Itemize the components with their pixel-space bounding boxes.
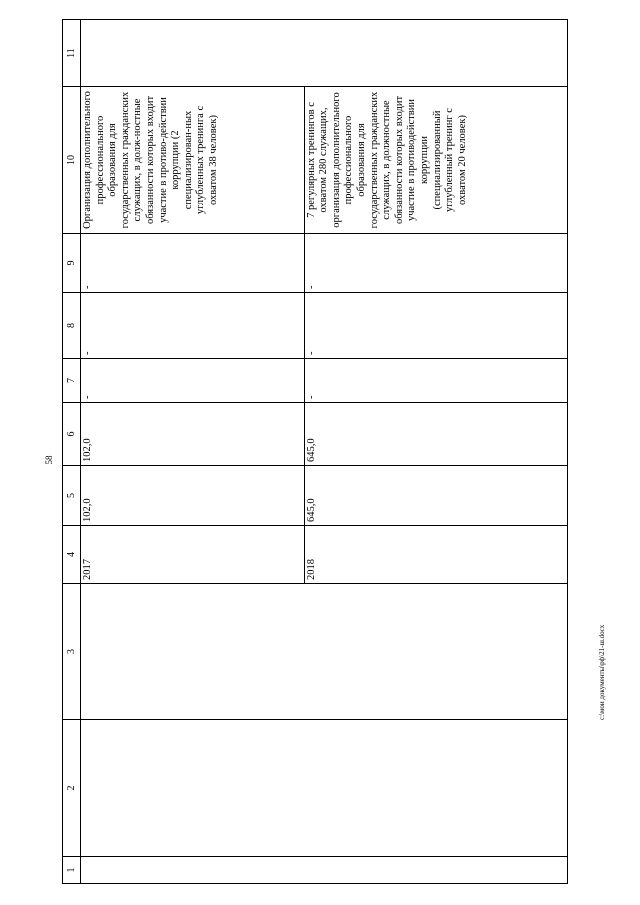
header-col-10: 10 [63, 87, 81, 234]
amount-cell-col-5: 645,0 [304, 466, 567, 526]
dash-cell-col-7: - [81, 359, 305, 403]
dash-cell-col-9: - [81, 234, 305, 293]
page-number: 58 [44, 455, 54, 465]
cell-col-2 [81, 720, 568, 857]
header-col-9: 9 [63, 234, 81, 293]
file-path-footer: c:\мои документы\рф\21-ш.docx [598, 624, 606, 720]
cell-col-11 [81, 20, 568, 87]
header-col-8: 8 [63, 293, 81, 359]
table-row [81, 20, 305, 884]
year-cell: 2017 [81, 526, 305, 584]
rotated-table-container [62, 20, 568, 884]
header-col-5: 5 [63, 466, 81, 526]
header-col-7: 7 [63, 359, 81, 403]
budget-table [62, 19, 568, 884]
amount-cell-col-6: 102,0 [81, 403, 305, 466]
amount-cell-col-6: 645,0 [304, 403, 567, 466]
description-cell: 7 регулярных тренингов с охватом 280 служащих, организация дополнительного профессионального образования для государственных гражданских служащих, в должностные обязанности которых входит участие в противодействии коррупции (специализированный углубленный тренинг с охватом 20 человек) [304, 87, 567, 234]
header-col-4: 4 [63, 526, 81, 584]
dash-cell-col-8: - [304, 293, 567, 359]
cell-col-3 [81, 584, 568, 720]
header-row [63, 20, 81, 884]
header-col-3: 3 [63, 584, 81, 720]
year-cell: 2018 [304, 526, 567, 584]
header-col-2: 2 [63, 720, 81, 857]
amount-cell-col-5: 102,0 [81, 466, 305, 526]
header-col-11: 11 [63, 20, 81, 87]
dash-cell-col-7: - [304, 359, 567, 403]
description-cell: Организация дополнительного профессионального образования для государственных гражданских служащих, в долж-ностные обязанности которых входит участие в противо-действии коррупции (2 специализирован-ных углубленных тренинга с охватом 38 человек) [81, 87, 305, 234]
dash-cell-col-8: - [81, 293, 305, 359]
cell-col-1 [81, 857, 568, 884]
header-col-1: 1 [63, 857, 81, 884]
dash-cell-col-9: - [304, 234, 567, 293]
header-col-6: 6 [63, 403, 81, 466]
